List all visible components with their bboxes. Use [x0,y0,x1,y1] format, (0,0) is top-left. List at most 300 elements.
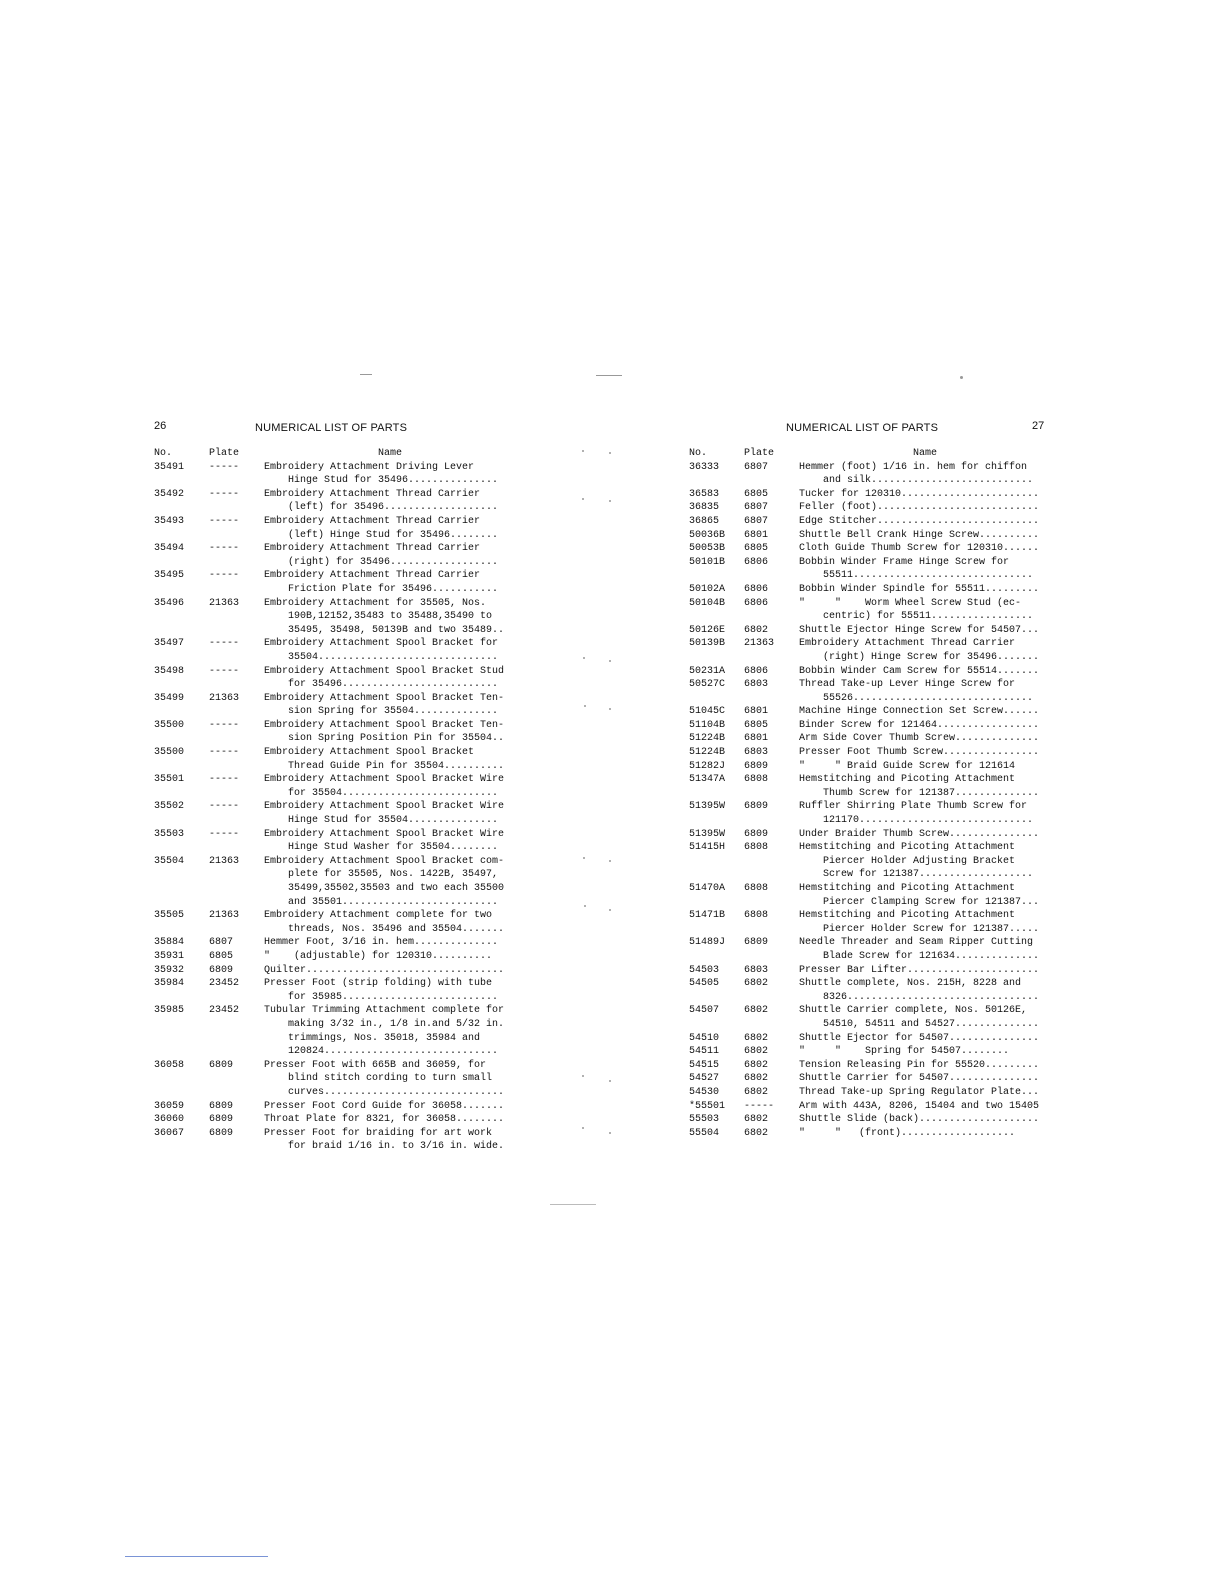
part-name-line: Presser Foot for braiding for art work [264,1127,493,1139]
part-name [264,855,516,909]
scan-speck [609,660,611,662]
part-number: *55501 [689,1100,726,1112]
table-row [689,542,1051,556]
part-name [264,1004,516,1058]
part-name-line: sion Spring for 35504.............. [288,706,499,718]
part-name [799,1100,1051,1114]
table-row [689,1113,1051,1127]
header-plate: Plate [744,448,775,459]
plate-number: ----- [744,1100,775,1112]
table-row [154,1127,516,1154]
table-row [689,665,1051,679]
part-name [264,461,516,488]
part-name [799,705,1051,719]
part-name-line: blind stitch cording to turn small [288,1073,493,1085]
plate-number: 6809 [209,1059,234,1071]
part-name-line: Piercer Holder Screw for 121387..... [823,923,1040,935]
plate-number: 6805 [744,719,769,731]
table-row [154,1059,516,1100]
part-name [264,1113,516,1127]
part-name [264,977,516,1004]
part-name-line: Thumb Screw for 121387.............. [823,787,1040,799]
table-body [154,461,516,1154]
part-name [799,909,1051,936]
part-number: 35494 [154,543,185,555]
table-row [689,461,1051,488]
plate-number: 6806 [744,556,769,568]
plate-number: 6807 [744,461,769,473]
part-name-line: Hinge Stud for 35504............... [288,815,499,827]
part-name-line: Thread Take-up Lever Hinge Screw for [799,679,1016,691]
scan-speck [609,708,611,710]
part-name-line: Quilter................................. [264,964,505,976]
plate-number: 6803 [744,679,769,691]
table-row [689,936,1051,963]
page-number: 27 [1032,420,1045,432]
scan-speck [609,1080,611,1082]
footer-line [125,1556,268,1557]
part-name-line: Hinge Stud Washer for 35504........ [288,842,499,854]
part-name [799,665,1051,679]
parts-table [154,447,516,1154]
part-name-line: Embroidery Attachment Spool Bracket Stud [264,665,505,677]
page-number: 26 [154,420,167,432]
part-name-line: " " (front)................... [799,1127,1016,1139]
part-number: 51395W [689,801,726,813]
part-name-line: 55526.............................. [823,692,1034,704]
part-number: 35500 [154,719,185,731]
part-name-line: and silk........................... [823,475,1034,487]
plate-number: 6809 [209,1114,234,1126]
table-row [689,705,1051,719]
plate-number: 6807 [744,502,769,514]
part-name [799,964,1051,978]
scan-speck [609,860,611,862]
part-number: 35984 [154,978,185,990]
plate-number: 6802 [744,978,769,990]
part-name-line: Friction Plate for 35496........... [288,583,499,595]
table-row [689,800,1051,827]
part-number: 55504 [689,1127,720,1139]
part-name [799,828,1051,842]
header-name: Name [377,448,402,459]
part-number: 51470A [689,883,726,894]
part-name-line: (right) for 35496.................. [288,556,499,568]
table-row [689,964,1051,978]
part-name [264,719,516,746]
part-name-line: (right) Hinge Screw for 35496....... [823,651,1040,663]
part-number: 51104B [689,719,726,731]
plate-number: 6803 [744,747,769,759]
table-row [689,828,1051,842]
plate-number: ----- [209,774,240,786]
part-number: 35503 [154,828,185,840]
part-number: 50036B [689,529,726,541]
table-row [689,515,1051,529]
part-name-line: " " Braid Guide Screw for 121614 [799,760,1016,772]
table-row [154,909,516,936]
table-row [154,936,516,950]
part-number: 51224B [689,733,726,745]
table-row [154,964,516,978]
part-name [264,1100,516,1114]
part-number: 50231A [689,665,726,677]
table-row [689,1032,1051,1046]
table-row [689,773,1051,800]
part-name [799,800,1051,827]
part-name-line: Presser Bar Lifter...................... [799,964,1040,976]
part-number: 36058 [154,1059,185,1071]
part-name-line: Shuttle Bell Crank Hinge Screw.......... [799,529,1040,541]
part-name [264,542,516,569]
plate-number: 6809 [209,964,234,976]
table-row [689,719,1051,733]
part-name [799,977,1051,1004]
part-number: 51224B [689,747,726,759]
table-row [689,841,1051,882]
table-row [154,828,516,855]
part-name [264,488,516,515]
table-row [154,692,516,719]
table-row [154,597,516,638]
plate-number: 6807 [209,937,234,949]
table-row [689,1100,1051,1114]
part-name-line: Embroidery Attachment Spool Bracket Ten- [264,719,505,731]
header-plate: Plate [209,448,240,459]
table-row [154,800,516,827]
plate-number: 6802 [744,1032,769,1044]
part-number: 50104B [689,597,726,609]
part-number: 35501 [154,774,185,786]
plate-number: 6808 [744,774,769,786]
part-name [799,1032,1051,1046]
part-name-line: Machine Hinge Connection Set Screw...... [799,706,1040,718]
plate-number: 6802 [744,1059,769,1071]
table-row [689,488,1051,502]
table-row [689,1086,1051,1100]
table-row [154,488,516,515]
table-row [154,1100,516,1114]
part-name-line: " " Spring for 54507........ [799,1046,1010,1058]
part-name-line: for 35496.......................... [288,679,499,691]
plate-number: 6803 [744,964,769,976]
scan-speck [583,857,585,859]
plate-number: 6801 [744,733,769,745]
part-name [264,597,516,638]
plate-number: 6808 [744,910,769,922]
scan-speck [584,905,586,907]
part-name [799,1127,1051,1141]
part-name-line: Shuttle Ejector Hinge Screw for 54507... [799,624,1040,636]
part-name-line: Embroidery Attachment Spool Bracket Wire [264,828,505,840]
part-name-line: Embroidery Attachment Thread Carrier [264,570,481,582]
plate-number: 23452 [209,1005,240,1017]
plate-number: 21363 [209,910,240,922]
scan-speck [596,375,622,376]
part-name-line: Hemstitching and Picoting Attachment [799,842,1016,854]
table-row [689,1004,1051,1031]
part-number: 35932 [154,964,185,976]
table-row [689,597,1051,624]
part-name [799,637,1051,664]
plate-number: 21363 [744,638,775,650]
part-name-line: 35495, 35498, 50139B and two 35489.. [288,624,505,636]
part-number: 36059 [154,1100,185,1112]
table-row [689,760,1051,774]
part-number: 50102A [689,583,726,595]
part-name-line: plete for 35505, Nos. 1422B, 35497, [288,869,499,881]
table-row [154,950,516,964]
plate-number: 6809 [744,760,769,772]
part-name-line: Presser Foot (strip folding) with tube [264,978,493,990]
table-row [154,977,516,1004]
part-name [264,665,516,692]
table-row [689,1059,1051,1073]
plate-number: 6802 [744,1073,769,1085]
table-row [154,1113,516,1127]
part-number: 51347A [689,774,726,786]
table-row [689,501,1051,515]
part-number: 36060 [154,1114,185,1126]
part-name-line: for braid 1/16 in. to 3/16 in. wide. [288,1141,505,1153]
table-row [154,719,516,746]
part-name-line: and 35501.......................... [288,896,499,908]
part-number: 50126E [689,624,726,636]
part-name [799,1086,1051,1100]
plate-number: 6809 [209,1100,234,1112]
plate-number: 6802 [744,1005,769,1017]
part-name-line: Screw for 121387................... [823,869,1034,881]
part-name [264,800,516,827]
part-name-line: (left) Hinge Stud for 35496........ [288,529,499,541]
part-number: 50139B [689,638,726,650]
table-row [689,556,1051,583]
plate-number: ----- [209,801,240,813]
part-name-line: Presser Foot with 665B and 36059, for [264,1059,487,1071]
plate-number: 6806 [744,597,769,609]
plate-number: 6805 [744,488,769,500]
table-row [154,542,516,569]
header-no: No. [154,448,173,459]
part-name [799,542,1051,556]
scan-speck [609,452,611,454]
part-name [799,556,1051,583]
scan-speck [582,1127,584,1129]
part-name-line: Embroidery Attachment Spool Bracket Wire [264,801,505,813]
part-name [799,1045,1051,1059]
scan-speck [584,705,586,707]
part-number: 50101B [689,556,726,568]
table-body [689,461,1051,1141]
part-number: 54515 [689,1059,720,1071]
plate-number: 6807 [744,515,769,527]
part-name-line: Tucker for 120310....................... [799,488,1040,500]
part-number: 54511 [689,1046,720,1058]
part-number: 50053B [689,543,726,555]
plate-number: 6802 [744,624,769,636]
plate-number: 6806 [744,665,769,677]
part-name [799,773,1051,800]
part-name [799,760,1051,774]
part-name [264,964,516,978]
plate-number: 6806 [744,583,769,595]
part-name-line: Embroidery Attachment Spool Bracket Ten- [264,692,505,704]
part-name-line: Embroidery Attachment Spool Bracket [264,747,475,759]
part-name-line: Embroidery Attachment Spool Bracket com- [264,855,505,867]
part-number: 35500 [154,747,185,759]
part-name [264,692,516,719]
plate-number: 6809 [209,1127,234,1139]
part-number: 36583 [689,488,720,500]
part-number: 35884 [154,937,185,949]
part-number: 51395W [689,828,726,840]
table-row [689,678,1051,705]
part-name-line: for 35985.......................... [288,991,499,1003]
table-row [689,746,1051,760]
table-row [154,746,516,773]
table-row [689,637,1051,664]
part-number: 50527C [689,679,726,691]
plate-number: ----- [209,665,240,677]
part-name [799,1004,1051,1031]
part-name-line: Embroidery Attachment Spool Bracket for [264,638,499,650]
part-name-line: trimmings, Nos. 35018, 35984 and [288,1032,481,1044]
part-name-line: Shuttle Slide (back).................... [799,1114,1040,1126]
part-name-line: Embroidery Attachment Thread Carrier [264,543,481,555]
part-name [264,569,516,596]
table-row [154,515,516,542]
part-name-line: Tension Releasing Pin for 55520......... [799,1059,1040,1071]
part-name-line: (left) for 35496................... [288,502,499,514]
part-name [799,746,1051,760]
part-name-line: Arm with 443A, 8206, 15404 and two 15405 [799,1100,1040,1112]
part-name-line: making 3/32 in., 1/8 in.and 5/32 in. [288,1018,505,1030]
part-name [264,936,516,950]
part-number: 35497 [154,638,185,650]
part-number: 54527 [689,1073,720,1085]
scan-speck [583,657,585,659]
header-name: Name [912,448,937,459]
part-name-line: threads, Nos. 35496 and 35504....... [288,923,505,935]
part-name [264,773,516,800]
plate-number: 6802 [744,1046,769,1058]
part-name-line: 121170............................. [823,815,1034,827]
plate-number: 6809 [744,801,769,813]
part-name [264,909,516,936]
table-row [689,529,1051,543]
plate-number: 6801 [744,706,769,718]
part-name-line: 190B,12152,35483 to 35488,35490 to [288,611,493,623]
part-name [799,461,1051,488]
page-title: NUMERICAL LIST OF PARTS [255,422,408,434]
part-number: 35499 [154,692,185,704]
part-name [799,1059,1051,1073]
part-name-line: Piercer Clamping Screw for 121387... [823,896,1040,908]
part-number: 35502 [154,801,185,813]
part-name-line: Embroidery Attachment Thread Carrier [264,488,481,500]
part-name-line: Feller (foot)........................... [799,502,1040,514]
scan-speck [360,374,372,375]
table-row [689,732,1051,746]
part-number: 54503 [689,964,720,976]
part-name [264,828,516,855]
plate-number: ----- [209,461,240,473]
table-row [154,855,516,909]
part-name-line: Throat Plate for 8321, for 36058........ [264,1114,505,1126]
part-number: 35504 [154,855,185,867]
part-number: 36333 [689,461,720,473]
part-number: 35496 [154,597,185,609]
part-name-line: Embroidery Attachment complete for two [264,910,493,922]
scan-speck [582,498,584,500]
part-name-line: Shuttle Ejector for 54507............... [799,1032,1040,1044]
plate-number: 6802 [744,1127,769,1139]
scan-speck [609,1132,611,1134]
part-name [799,501,1051,515]
part-number: 35985 [154,1005,185,1017]
plate-number: 23452 [209,978,240,990]
part-name [799,936,1051,963]
part-name-line: Hemmer Foot, 3/16 in. hem.............. [264,937,499,949]
part-name [264,515,516,542]
table-row [154,665,516,692]
part-name-line: Bobbin Winder Cam Screw for 55514....... [799,665,1040,677]
plate-number: ----- [209,543,240,555]
part-name-line: Embroidery Attachment Thread Carrier [264,515,481,527]
part-name [799,488,1051,502]
part-name-line: Hemstitching and Picoting Attachment [799,774,1016,786]
part-name-line: Arm Side Cover Thumb Screw.............. [799,733,1040,745]
plate-number: ----- [209,488,240,500]
part-name-line: Thread Guide Pin for 35504.......... [288,760,505,772]
part-number: 51415H [689,842,726,854]
part-name [264,637,516,664]
part-name [799,597,1051,624]
plate-number: ----- [209,570,240,582]
part-name-line: Tubular Trimming Attachment complete for [264,1005,505,1017]
part-number: 51471B [689,910,726,922]
scan-speck [550,1204,596,1205]
part-name-line: 35504.............................. [288,651,499,663]
part-name [264,746,516,773]
part-name-line: Embroidery Attachment Driving Lever [264,461,475,473]
part-name-line: Bobbin Winder Spindle for 55511......... [799,583,1040,595]
part-name-line: Presser Foot Thumb Screw................ [799,747,1040,759]
part-name-line: Embroidery Attachment for 35505, Nos. [264,597,487,609]
plate-number: 6805 [209,950,234,962]
table-header [154,447,516,461]
plate-number: 6808 [744,883,769,894]
part-name [799,624,1051,638]
plate-number: 6808 [744,842,769,854]
part-name [799,841,1051,882]
part-name-line: Shuttle complete, Nos. 215H, 8228 and [799,978,1022,990]
part-name [799,1072,1051,1086]
table-row [689,909,1051,936]
part-number: 35495 [154,570,185,582]
scan-speck [960,376,963,379]
part-number: 36067 [154,1127,185,1139]
part-number: 51282J [689,760,726,772]
part-number: 54505 [689,978,720,990]
plate-number: 21363 [209,692,240,704]
table-row [154,1004,516,1058]
part-name-line: Piercer Holder Adjusting Bracket [823,855,1016,867]
part-number: 35492 [154,488,185,500]
part-name-line: 55511.............................. [823,570,1034,582]
part-name-line: Presser Foot Cord Guide for 36058....... [264,1100,505,1112]
part-number: 55503 [689,1114,720,1126]
